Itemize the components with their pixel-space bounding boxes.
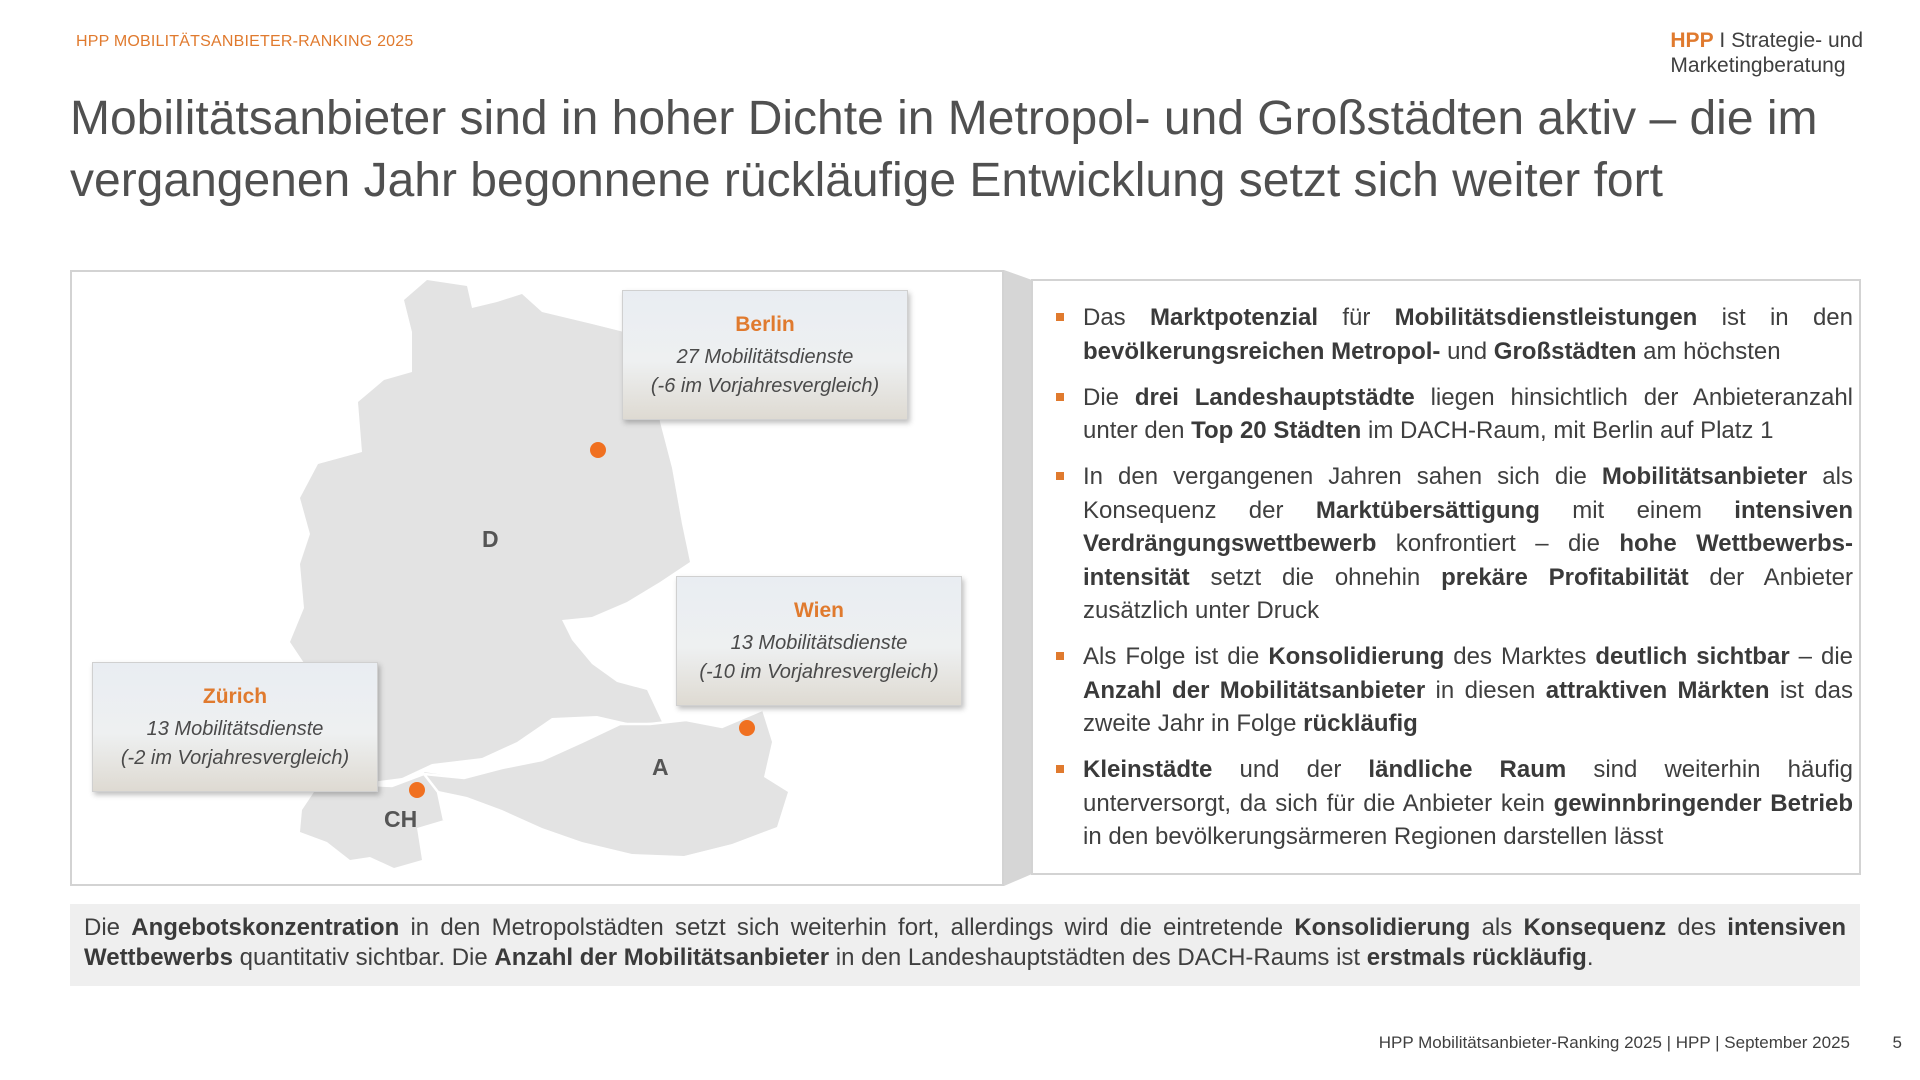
square-bullet-icon — [1056, 472, 1064, 480]
body-text: im DACH-Raum, mit Berlin auf Platz 1 — [1361, 417, 1774, 444]
finding-item — [1083, 301, 1853, 368]
footer-source: HPP Mobilitätsanbieter-Ranking 2025 | HPP | September 2025 — [1378, 1033, 1850, 1052]
emphasized-text: Kleinstädte — [1083, 756, 1213, 783]
emphasized-text: prekäre Profitabilität — [1441, 563, 1689, 591]
square-bullet-icon — [1056, 313, 1064, 321]
city-card-berlin — [622, 290, 908, 420]
emphasized-text: Angebotskonzentration — [131, 914, 400, 941]
finding-item — [1083, 381, 1853, 448]
emphasized-text: Marktübersättigung — [1315, 496, 1540, 524]
emphasized-text: deutlich sichtbar — [1595, 643, 1790, 670]
city-marker-berlin — [590, 442, 606, 458]
logo-tagline-2: Marketingberatung — [1670, 54, 1846, 77]
body-text: setzt die ohnehin — [1189, 563, 1442, 591]
city-change: (-2 im Vorjahresvergleich) — [120, 747, 350, 769]
square-bullet-icon — [1056, 765, 1064, 773]
city-name: Zürich — [202, 685, 268, 708]
finding-item — [1083, 460, 1853, 628]
emphasized-text: erstmals rückläufig — [1366, 944, 1587, 971]
body-text: konfrontiert – die — [1376, 530, 1620, 557]
emphasized-text: Mobilitätsdienstleistungen — [1394, 304, 1698, 331]
body-text: am höchsten — [1636, 337, 1781, 365]
body-text: Als Folge ist die — [1083, 643, 1269, 670]
emphasized-text: attraktiven Märkten — [1545, 676, 1770, 704]
body-text: In den vergangenen Jahren sahen sich die — [1083, 463, 1602, 490]
panel-connector — [1004, 270, 1034, 886]
company-logo — [1670, 28, 1863, 78]
emphasized-text: Konsolidierung — [1268, 643, 1445, 670]
body-text: und der — [1212, 756, 1369, 783]
emphasized-text: Konsequenz — [1523, 914, 1667, 941]
body-text: . — [1586, 944, 1594, 971]
body-text: mit einem — [1539, 496, 1735, 524]
body-text: ist in den — [1697, 304, 1853, 331]
body-text: in den Landeshauptstädten des DACH-Raums ist — [829, 944, 1367, 971]
city-change: (-6 im Vorjahresvergleich) — [650, 375, 880, 397]
emphasized-text: Top 20 Städten — [1191, 417, 1362, 444]
square-bullet-icon — [1056, 652, 1064, 660]
city-name: Wien — [794, 599, 844, 622]
logo-brand: HPP — [1670, 29, 1714, 52]
city-change: (-10 im Vorjahresvergleich) — [699, 661, 939, 683]
body-text: sind weiterhin häufig unterversorgt, da sich für die Anbieter kein — [1083, 756, 1854, 817]
country-label-switzerland: CH — [384, 806, 418, 832]
square-bullet-icon — [1056, 393, 1064, 401]
body-text: liegen hinsichtlich der Anbieteranzahl unter den — [1083, 383, 1854, 444]
emphasized-text: Konsolidierung — [1294, 914, 1471, 941]
city-card-zurich — [92, 662, 378, 792]
dach-map-panel — [70, 270, 1004, 886]
finding-item — [1083, 640, 1853, 741]
body-text: der Anbieter zusätzlich unter Druck — [1083, 563, 1853, 624]
emphasized-text: bevölkerungsreichen Metropol- — [1083, 337, 1441, 365]
emphasized-text: hohe Wettbewerbs-intensität — [1083, 530, 1853, 591]
body-text: in den bevölkerungsärmeren Regionen darstellen lässt — [1083, 823, 1664, 850]
country-label-austria: A — [652, 754, 669, 780]
body-text: quantitativ sichtbar. Die — [232, 944, 495, 971]
body-text: für — [1318, 304, 1395, 331]
body-text: in den Metropolstädten setzt sich weiterhin fort, allerdings wird die eintretende — [399, 914, 1295, 941]
emphasized-text: intensiven Verdrängungswettbewerb — [1083, 496, 1853, 557]
body-text: Das — [1083, 304, 1150, 331]
city-marker-zurich — [409, 782, 425, 798]
emphasized-text: intensiven Wettbewerbs — [84, 914, 1846, 971]
emphasized-text: drei Landeshauptstädte — [1134, 383, 1415, 411]
body-text: Die — [84, 914, 132, 941]
summary-box — [70, 904, 1860, 986]
emphasized-text: Marktpotenzial — [1150, 304, 1319, 331]
body-text: des Marktes — [1444, 643, 1596, 670]
emphasized-text: gewinnbringender Betrieb — [1553, 789, 1853, 817]
body-text: ist das zweite Jahr in Folge — [1083, 676, 1854, 737]
city-services: 13 Mobilitätsdienste — [146, 718, 324, 740]
page-title: Mobilitätsanbieter sind in hoher Dichte in Metropol- und Großstädten aktiv – die im vergangenen Jahr begonnene rückläufige Entwicklung setzt sich weiter fort — [70, 92, 1818, 207]
emphasized-text: Anzahl der Mobilitätsanbieter — [1083, 676, 1426, 704]
finding-item — [1083, 753, 1853, 854]
emphasized-text: Anzahl der Mobilitätsanbieter — [494, 944, 830, 971]
body-text: – die — [1789, 643, 1854, 670]
city-card-wien — [676, 576, 962, 706]
emphasized-text: ländliche Raum — [1368, 756, 1567, 783]
emphasized-text: Mobilitätsanbieter — [1601, 463, 1808, 490]
key-findings-list — [1033, 301, 1859, 854]
page-number: 5 — [1892, 1033, 1902, 1052]
city-name: Berlin — [735, 313, 795, 336]
body-text: als Konsequenz der — [1083, 463, 1853, 524]
body-text: und — [1440, 337, 1494, 365]
city-services: 13 Mobilitätsdienste — [730, 632, 908, 654]
report-kicker: HPP MOBILITÄTSANBIETER-RANKING 2025 — [76, 33, 414, 50]
emphasized-text: Großstädten — [1493, 337, 1637, 365]
logo-tagline-1: I Strategie- und — [1713, 29, 1863, 52]
emphasized-text: rückläufig — [1303, 710, 1418, 737]
key-findings-panel — [1031, 279, 1861, 875]
city-marker-wien — [739, 720, 755, 736]
body-text: des — [1666, 914, 1728, 941]
body-text: Die — [1083, 383, 1135, 411]
body-text: in diesen — [1425, 676, 1546, 704]
body-text: als — [1470, 914, 1524, 941]
country-label-germany: D — [482, 526, 499, 552]
city-services: 27 Mobilitätsdienste — [676, 346, 854, 368]
